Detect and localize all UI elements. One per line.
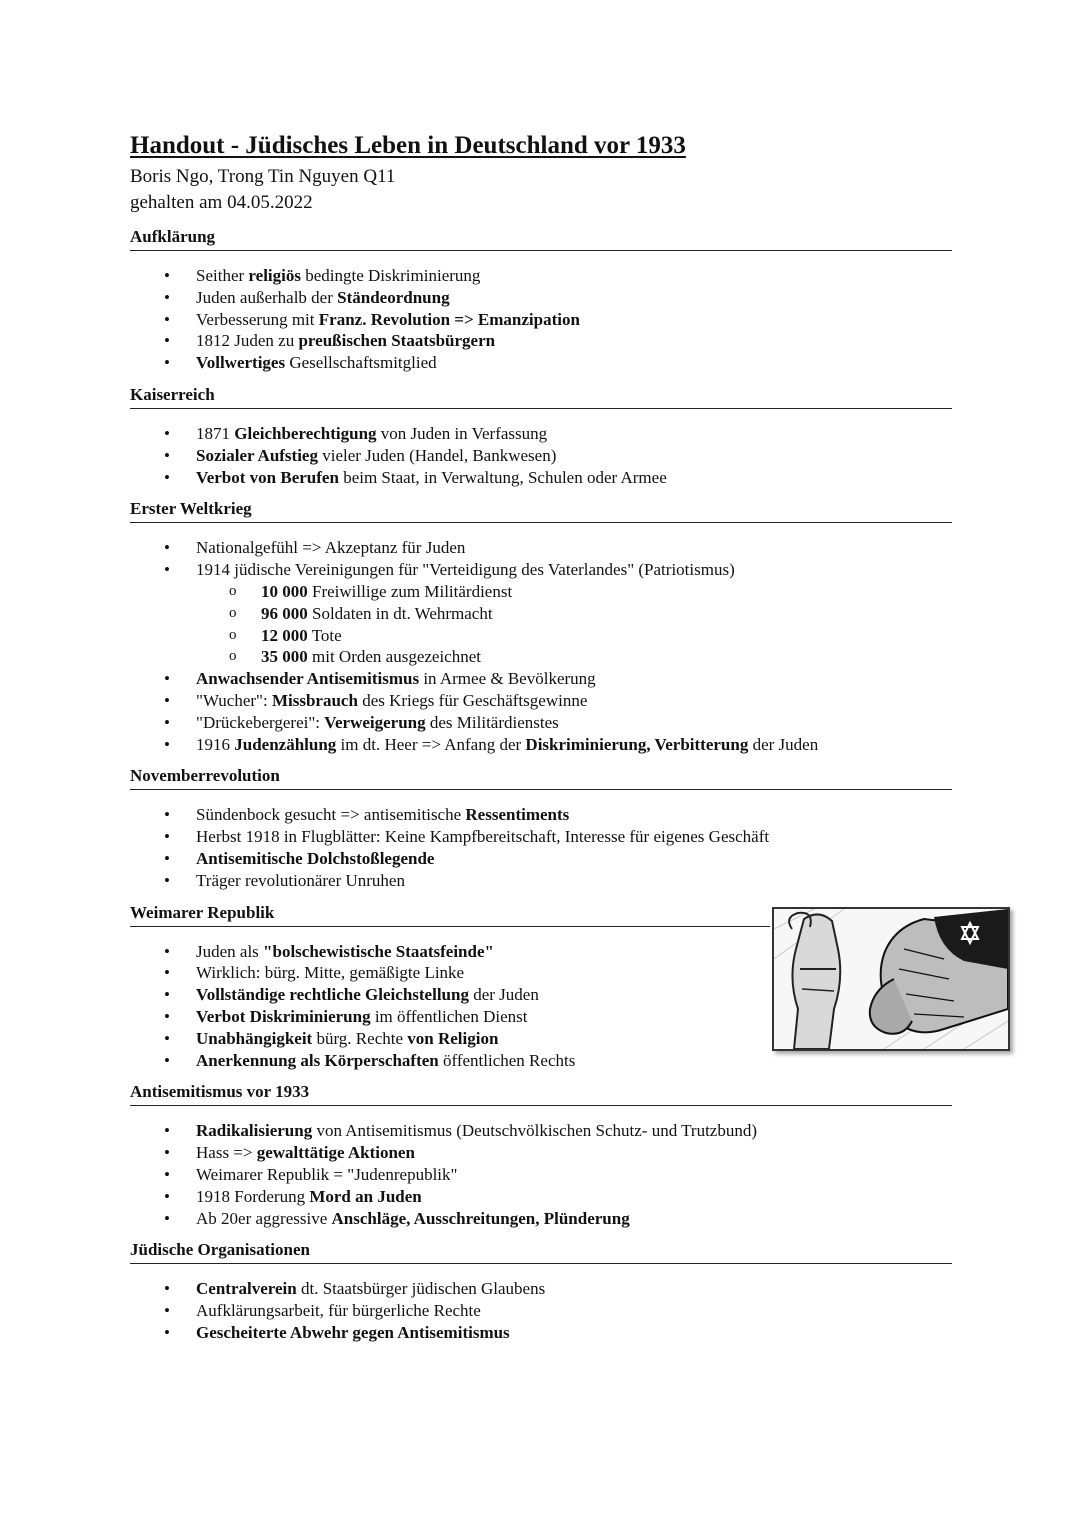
list-item: • Ab 20er aggressive Anschläge, Ausschreitungen, Plünderung: [130, 1208, 952, 1230]
list-item: • Radikalisierung von Antisemitismus (Deutschvölkischen Schutz- und Trutzbund): [130, 1120, 952, 1142]
list-item: • Vollständige rechtliche Gleichstellung der Juden: [130, 984, 952, 1006]
sub-list-item: o 12 000 Tote: [130, 625, 952, 647]
date-line: gehalten am 04.05.2022: [130, 192, 313, 213]
section-heading: Antisemitismus vor 1933: [130, 1081, 952, 1106]
list-item: • Hass => gewalttätige Aktionen: [130, 1142, 952, 1164]
section-heading: Jüdische Organisationen: [130, 1239, 952, 1264]
list-item: • 1871 Gleichberechtigung von Juden in Verfassung: [130, 423, 952, 445]
list-item: • Anwachsender Antisemitismus in Armee & Bevölkerung: [130, 668, 952, 690]
list-item: • 1914 jüdische Vereinigungen für "Verteidigung des Vaterlandes" (Patriotismus): [130, 559, 952, 581]
bullet-list: [130, 804, 952, 891]
list-item: • "Wucher": Missbrauch des Kriegs für Geschäftsgewinne: [130, 690, 952, 712]
section-heading: Erster Weltkrieg: [130, 498, 952, 523]
list-item: • Aufklärungsarbeit, für bürgerliche Rechte: [130, 1300, 952, 1322]
list-item: • 1916 Judenzählung im dt. Heer => Anfang der Diskriminierung, Verbitterung der Juden: [130, 734, 952, 756]
list-item: • Juden außerhalb der Ständeordnung: [130, 287, 952, 309]
list-item: • Herbst 1918 in Flugblätter: Keine Kampfbereitschaft, Interesse für eigenes Geschäft: [130, 826, 952, 848]
list-item: • Centralverein dt. Staatsbürger jüdischen Glaubens: [130, 1278, 952, 1300]
section-antisemitismus: [130, 1081, 952, 1229]
list-item: • Nationalgefühl => Akzeptanz für Juden: [130, 537, 952, 559]
list-item: • Antisemitische Dolchstoßlegende: [130, 848, 952, 870]
cartoon-illustration-icon: [774, 909, 1008, 1049]
bullet-list: [130, 265, 952, 374]
list-item: • Sündenbock gesucht => antisemitische Ressentiments: [130, 804, 952, 826]
section-kaiserreich: [130, 384, 952, 488]
list-item: • Vollwertiges Gesellschaftsmitglied: [130, 352, 952, 374]
authors-line: Boris Ngo, Trong Tin Nguyen Q11: [130, 166, 396, 187]
list-item: • Wirklich: bürg. Mitte, gemäßigte Linke: [130, 962, 952, 984]
bullet-list: [130, 1120, 952, 1229]
section-heading: Weimarer Republik: [130, 902, 770, 927]
section-heading: Novemberrevolution: [130, 765, 952, 790]
list-item: • Weimarer Republik = "Judenrepublik": [130, 1164, 952, 1186]
cartoon-image: [772, 907, 1010, 1051]
bullet-list: [130, 423, 952, 488]
list-item: • Sozialer Aufstieg vieler Juden (Handel, Bankwesen): [130, 445, 952, 467]
list-item: • Verbot von Berufen beim Staat, in Verwaltung, Schulen oder Armee: [130, 467, 952, 489]
list-item: • Verbot Diskriminierung im öffentlichen Dienst: [130, 1006, 952, 1028]
list-item: • Juden als "bolschewistische Staatsfeinde": [130, 941, 952, 963]
sub-list-item: o 96 000 Soldaten in dt. Wehrmacht: [130, 603, 952, 625]
document-content: [130, 128, 952, 1344]
page-title: Handout - Jüdisches Leben in Deutschland vor 1933: [130, 132, 686, 159]
section-heading: Aufklärung: [130, 226, 952, 251]
bullet-list: [130, 537, 952, 755]
list-item: • 1812 Juden zu preußischen Staatsbürgern: [130, 330, 952, 352]
section-juedische-organisationen: [130, 1239, 952, 1343]
list-item: • Gescheiterte Abwehr gegen Antisemitismus: [130, 1322, 952, 1344]
section-heading: Kaiserreich: [130, 384, 952, 409]
sub-list-item: o 35 000 mit Orden ausgezeichnet: [130, 646, 952, 668]
list-item: • Unabhängigkeit bürg. Rechte von Religion: [130, 1028, 952, 1050]
list-item: • Anerkennung als Körperschaften öffentlichen Rechts: [130, 1050, 952, 1072]
list-item: • "Drückebergerei": Verweigerung des Militärdienstes: [130, 712, 952, 734]
section-novemberrevolution: [130, 765, 952, 891]
list-item: • Träger revolutionärer Unruhen: [130, 870, 952, 892]
section-aufklaerung: [130, 226, 952, 374]
bullet-list: [130, 1278, 952, 1343]
sub-list-item: o 10 000 Freiwillige zum Militärdienst: [130, 581, 952, 603]
list-item: • 1918 Forderung Mord an Juden: [130, 1186, 952, 1208]
list-item: • Verbesserung mit Franz. Revolution => Emanzipation: [130, 309, 952, 331]
section-erster-weltkrieg: [130, 498, 952, 755]
list-item: • Seither religiös bedingte Diskriminierung: [130, 265, 952, 287]
